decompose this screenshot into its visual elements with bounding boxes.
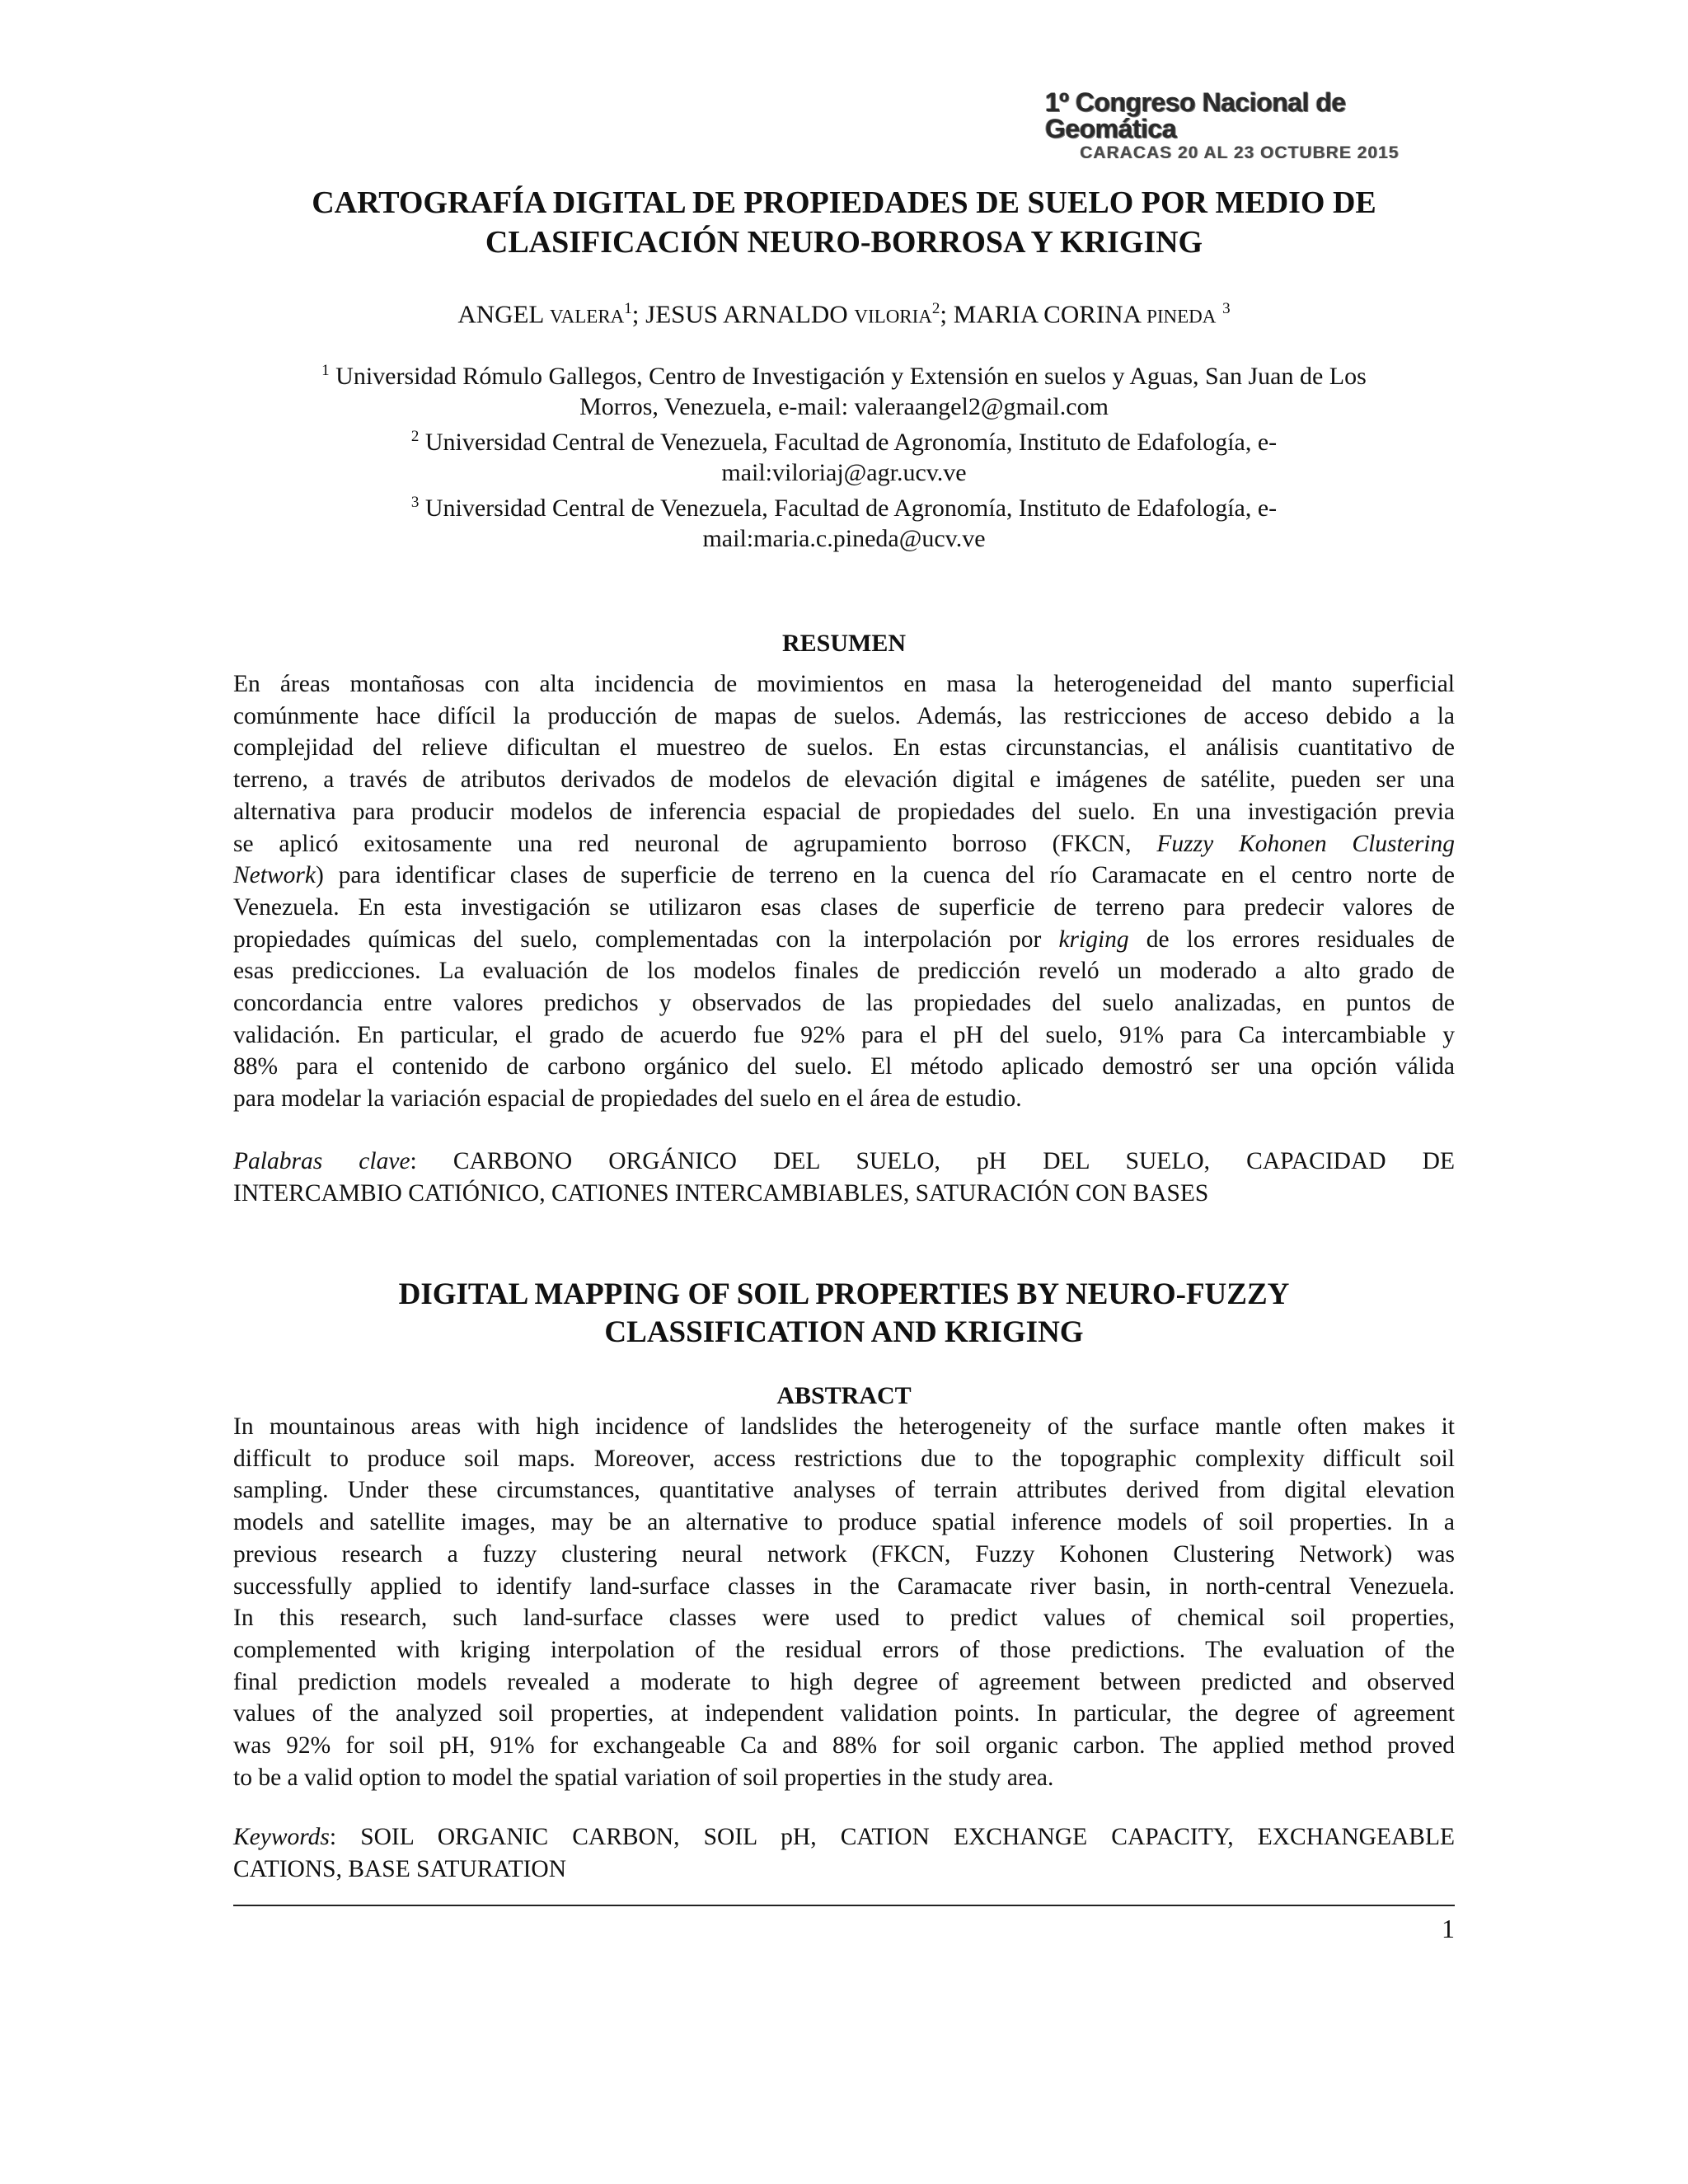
resumen-line — [233, 828, 1455, 860]
resumen-line: complejidad del relieve dificultan el muestreo de suelos. En estas circunstancias, el análisis cuantitativo de — [233, 734, 1455, 762]
affiliation-3 — [214, 488, 1474, 554]
abstract-heading: ABSTRACT — [776, 1382, 912, 1409]
resumen-text: propiedades químicas del suelo, complementadas con la interpolación por — [233, 926, 1059, 953]
resumen-line: En áreas montañosas con alta incidencia de movimientos en masa la heterogeneidad del manto superficial — [233, 671, 1455, 697]
palabras-clave-line-2: INTERCAMBIO CATIÓNICO, CATIONES INTERCAMBIABLES, SATURACIÓN CON BASES — [233, 1179, 1209, 1207]
affiliation-2-line-2: mail:viloriaj@agr.ucv.ve — [721, 458, 967, 486]
resumen-line — [233, 924, 1455, 956]
resumen-line: para modelar la variación espacial de propiedades del suelo en el área de estudio. — [233, 1085, 1022, 1113]
abstract-line: values of the analyzed soil properties, at independent validation points. In particular, the degree of agreement — [233, 1700, 1455, 1727]
resumen-text: se aplicó exitosamente una red neuronal de agrupamiento borroso (FKCN, — [233, 830, 1157, 857]
paper-title-english — [148, 1276, 1540, 1352]
author-2-first: JESUS ARNALDO — [645, 299, 855, 329]
author-1-first: ANGEL — [457, 299, 550, 329]
affiliation-1 — [214, 356, 1474, 422]
resumen-line: esas predicciones. La evaluación de los modelos finales de predicción reveló un moderado a alto grado de — [233, 958, 1455, 985]
resumen-line: concordancia entre valores predichos y observados de las propiedades del suelo analizadas, en puntos de — [233, 990, 1455, 1017]
resumen-italic-term: Network — [233, 862, 316, 889]
affiliation-1-line-1 — [214, 356, 1474, 392]
paper-title-spanish — [148, 183, 1540, 262]
abstract-line: was 92% for soil pH, 91% for exchangeable Ca and 88% for soil organic carbon. The applied method proved — [233, 1732, 1455, 1760]
paper-title-spanish-line-1: CARTOGRAFÍA DIGITAL DE PROPIEDADES DE SUELO POR MEDIO DE — [312, 185, 1376, 220]
author-1-affiliation-mark: 1 — [624, 300, 632, 317]
keywords — [233, 1821, 1455, 1885]
keywords-line-1 — [233, 1821, 1455, 1854]
affiliation-2-text-1: Universidad Central de Venezuela, Facultad de Agronomía, Instituto de Edafología, e- — [424, 429, 1278, 456]
author-3-last: PINEDA — [1146, 306, 1217, 327]
resumen-italic-term: kriging — [1058, 926, 1129, 953]
resumen-line: terreno, a través de atributos derivados de modelos de elevación digital e imágenes de satélite, pueden ser una — [233, 766, 1455, 794]
abstract-body — [233, 1411, 1455, 1793]
author-list — [148, 293, 1540, 333]
resumen-body — [233, 668, 1455, 1115]
resumen-line: comúnmente hace difícil la producción de mapas de suelos. Además, las restricciones de acceso debido a la — [233, 702, 1455, 729]
affiliation-2-mark: 2 — [410, 428, 420, 445]
resumen-line — [233, 860, 1455, 892]
author-2-last: VILORIA — [854, 306, 932, 327]
author-2-affiliation-mark: 2 — [931, 300, 940, 317]
keywords-label: Keywords — [233, 1824, 330, 1850]
affiliation-1-text-1: Universidad Rómulo Gallegos, Centro de Investigación y Extensión en suelos y Aguas, San Juan de Los — [335, 363, 1367, 390]
abstract-line: to be a valid option to model the spatial variation of soil properties in the study area. — [233, 1764, 1054, 1791]
abstract-line: In this research, such land-surface classes were used to predict values of chemical soil properties, — [233, 1605, 1455, 1632]
resumen-line: alternativa para producir modelos de inferencia espacial de propiedades del suelo. En una investigación previa — [233, 798, 1455, 825]
affiliation-list — [214, 356, 1474, 554]
paper-title-spanish-line-2: CLASIFICACIÓN NEURO-BORROSA Y KRIGING — [485, 225, 1203, 260]
affiliation-1-line-2: Morros, Venezuela, e-mail: valeraangel2@gmail.com — [579, 392, 1109, 420]
conference-logo-subtitle: CARACAS 20 AL 23 OCTUBRE 2015 — [1080, 143, 1400, 162]
resumen-text: ) para identificar clases de superficie de terreno en la cuenca del río Caramacate en el centro norte de — [315, 862, 1455, 889]
abstract-line: final prediction models revealed a moderate to high degree of agreement between predicted and observed — [233, 1668, 1455, 1695]
resumen-heading: RESUMEN — [781, 630, 906, 657]
resumen-text: de los errores residuales de — [1128, 926, 1455, 953]
abstract-line: sampling. Under these circumstances, quantitative analyses of terrain attributes derived from digital elevation — [233, 1477, 1455, 1504]
paper-title-english-line-2: CLASSIFICATION AND KRIGING — [604, 1315, 1084, 1349]
author-1-last: VALERA — [549, 306, 625, 327]
paper-title-english-line-1: DIGITAL MAPPING OF SOIL PROPERTIES BY NEURO-FUZZY — [398, 1277, 1290, 1311]
author-separator-2: ; — [940, 299, 954, 329]
palabras-clave-label: Palabras clave — [233, 1148, 410, 1174]
abstract-line: complemented with kriging interpolation of the residual errors of those predictions. The evaluation of the — [233, 1636, 1455, 1663]
abstract-line: difficult to produce soil maps. Moreover, access restrictions due to the topographic complexity difficult soil — [233, 1445, 1455, 1472]
author-3-affiliation-mark: 3 — [1222, 300, 1231, 317]
abstract-line: successfully applied to identify land-surface classes in the Caramacate river basin, in north-central Venezuela. — [233, 1572, 1455, 1600]
author-separator-1: ; — [631, 299, 646, 329]
keywords-text-1: : SOIL ORGANIC CARBON, SOIL pH, CATION EXCHANGE CAPACITY, EXCHANGEABLE — [329, 1824, 1455, 1850]
palabras-clave-line-1 — [233, 1146, 1455, 1178]
palabras-clave-text-1: : CARBONO ORGÁNICO DEL SUELO, pH DEL SUELO, CAPACIDAD DE — [410, 1148, 1456, 1174]
conference-logo — [1045, 89, 1441, 162]
resumen-line: 88% para el contenido de carbono orgánico del suelo. El método aplicado demostró ser una opción válida — [233, 1053, 1455, 1080]
footer-divider — [233, 1905, 1455, 1906]
abstract-line: previous research a fuzzy clustering neural network (FKCN, Fuzzy Kohonen Clustering Network) was — [233, 1540, 1455, 1568]
affiliation-1-mark: 1 — [321, 362, 330, 379]
palabras-clave — [233, 1146, 1455, 1209]
abstract-line: In mountainous areas with high incidence of landslides the heterogeneity of the surface mantle often makes it — [233, 1413, 1455, 1440]
resumen-line: Venezuela. En esta investigación se utilizaron esas clases de superficie de terreno para predecir valores de — [233, 893, 1455, 921]
author-3-first: MARIA CORINA — [953, 299, 1147, 329]
affiliation-2 — [214, 422, 1474, 488]
conference-logo-title: 1º Congreso Nacional de Geomática — [1045, 87, 1346, 143]
resumen-line: validación. En particular, el grado de acuerdo fue 92% para el pH del suelo, 91% para Ca intercambiable y — [233, 1021, 1455, 1048]
abstract-line: models and satellite images, may be an alternative to produce spatial inference models of soil properties. In a — [233, 1509, 1455, 1536]
resumen-italic-term: Fuzzy Kohonen Clustering — [1156, 830, 1455, 857]
affiliation-3-line-1 — [214, 488, 1474, 524]
affiliation-3-mark: 3 — [410, 494, 420, 511]
page-number: 1 — [1442, 1914, 1455, 1943]
affiliation-2-line-1 — [214, 422, 1474, 458]
affiliation-3-line-2: mail:maria.c.pineda@ucv.ve — [702, 524, 986, 552]
affiliation-3-text-1: Universidad Central de Venezuela, Facultad de Agronomía, Instituto de Edafología, e- — [424, 494, 1278, 522]
keywords-line-2: CATIONS, BASE SATURATION — [233, 1855, 567, 1882]
